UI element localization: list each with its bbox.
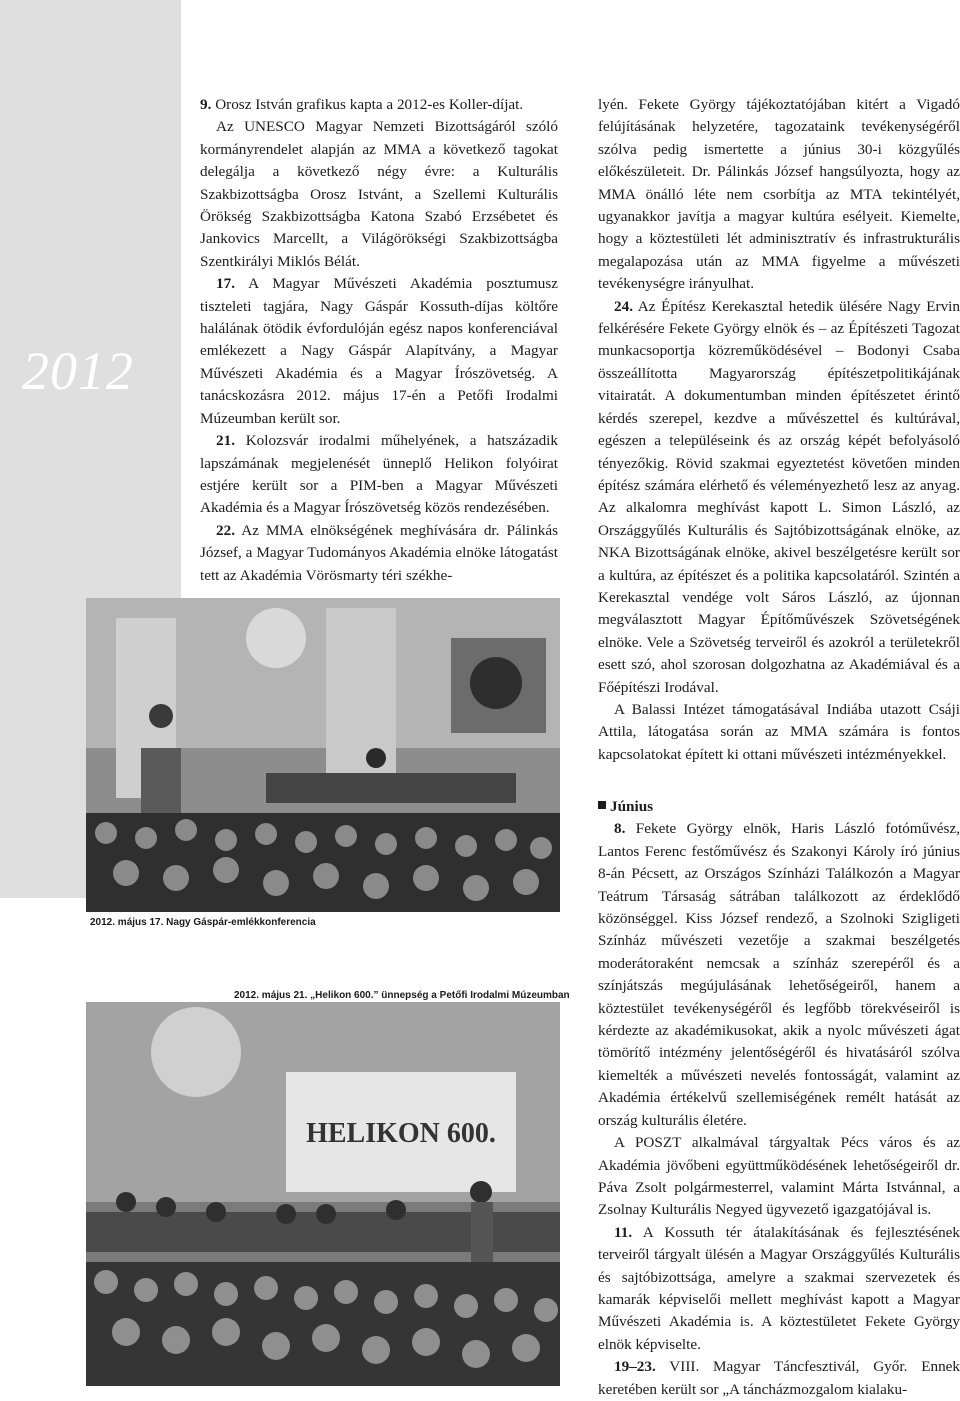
item-number: 9. <box>200 96 212 113</box>
paragraph-text: Kolozsvár irodalmi műhelyének, a hatszázadik lapszámának megjelenését ünneplő Helikon folyóirat estjére került sor a PIM-ben a Magyar Művészeti Akadémia és a Magyar Írószövetség közös rendezésében. <box>200 432 558 517</box>
item-number: 19–23. <box>614 1358 656 1376</box>
paragraph <box>598 1132 960 1222</box>
paragraph-text: A Balassi Intézet támogatásával Indiába utazott Csáji Attila, látogatása során az MMA számára is fontos kapcsolatokat épített ki ottani művészeti intézményekkel. <box>598 700 960 763</box>
paragraph-text: Orosz István grafikus kapta a 2012-es Koller-díjat. <box>211 96 524 113</box>
conference-photo <box>86 598 560 912</box>
paragraph <box>200 94 558 116</box>
paragraph-text: Az Építész Kerekasztal hetedik ülésére Nagy Ervin felkérésére Fekete György elnök és – az Építészeti Tagozat munkacsoportja közreműködésével – Bodonyi Csaba összeállította Magyarország építészetpolitikájának vitairatát. A dokumentumban minden építészetet érintő kérdés szerepel, kezdve a művészettel és kultúrával, egészen a településeink és az ország képét befolyásoló tényezőkig. Rövid szakmai egyeztetést követően minden építész számára elérhető és véleményezhető lesz az anyag. Az alkalomra meghívást kapott L. Simon László, az Országgyűlés Kulturális és Sajtóbizottságának elnöke, az NKA Bizottságának elnöke, akivel beszélgetésre került sor a kultúra, az építészet és a politika kapcsolatáról. Szintén a Kerekasztal vendége volt Sáros László, az újonnan megválasztott Magyar Építőművészek Szövetségének elnöke. Vele a Szövetség terveiről és azokról a területekről esett szó, ahol szorosan dolgozhatna az Akadémiával és a Főépítészi Irodával. <box>598 297 960 696</box>
paragraph <box>598 1222 960 1356</box>
item-number: 8. <box>614 820 626 838</box>
paragraph-text: lyén. Fekete György tájékoztatójában kitért a Vigadó felújításának helyzetére, tagozataink tevékenységéről szólva pedig ismertette a június 30-i közgyűlés előkészületeit. Dr. Pálinkás József hangsúlyozta, hogy az MMA önálló léte nem csorbítja az MTA tekintélyét, ugyanakkor javítja a magyar kultúra esélyeit. Kiemelte, hogy a köztestületi lét adminisztratív és infrastrukturális megalapozása után az MMA figyelme a művészeti tevékenységre irányulhat. <box>598 96 960 293</box>
right-column <box>598 94 960 766</box>
paragraph-text: VIII. Magyar Táncfesztivál, Győr. Ennek keretében került sor „A táncházmozgalom kialaku- <box>598 1358 960 1398</box>
item-number: 22. <box>216 521 235 539</box>
paragraph-text: A Kossuth tér átalakításának és fejlesztésének terveiről tárgyalt ülésén a Magyar Országgyűlés Kulturális és sajtóbizottsága, amelyre a szakmai szervezetek és kamarák képviselői mellett meghívást kapott a Magyar Művészeti Akadémia is. A köztestületet Fekete György elnök képviselte. <box>598 1223 960 1353</box>
paragraph <box>200 273 558 430</box>
paragraph <box>200 520 558 587</box>
projection-screen-text: HELIKON 600. <box>306 1118 496 1149</box>
paragraph <box>598 699 960 766</box>
paragraph-text: Az MMA elnökségének meghívására dr. Pálinkás József, a Magyar Tudományos Akadémia elnöke látogatást tett az Akadémia Vörösmarty téri székhe- <box>200 521 558 584</box>
left-column <box>200 94 558 587</box>
paragraph-text: Az UNESCO Magyar Nemzeti Bizottságáról szóló kormányrendelet alapján az MMA a következő tagokat delegálja a következő négy évre: a Kulturális Szakbizottságba Orosz Istvánt, a Szellemi Kulturális Örökség Szakbizottságba Katona Szabó Erzsébetet és Jankovics Marcellt, a Világörökségi Szakbizottságba Szentkirályi Miklós Bélát. <box>200 118 558 270</box>
paragraph <box>598 94 960 296</box>
paragraph-text: A Magyar Művészeti Akadémia posztumusz tiszteleti tagjára, Nagy Gáspár Kossuth-díjas költőre halálának ötödik évfordulóján egész napos konferenciával emlékezett a Nagy Gáspár Alapítvány, a Magyar Művészeti Akadémia és a Magyar Írószövetség. A tanácskozásra 2012. május 17-én a Petőfi Irodalmi Múzeumban került sor. <box>200 275 558 427</box>
paragraph <box>200 116 558 273</box>
item-number: 24. <box>614 297 633 315</box>
item-number: 17. <box>216 275 235 293</box>
year-label: 2012 <box>22 341 134 401</box>
paragraph <box>598 296 960 699</box>
item-number: 11. <box>614 1223 633 1241</box>
paragraph-text: A POSZT alkalmával tárgyaltak Pécs város és az Akadémia jövőbeni együttműködésének lehetőségeiről dr. Páva Zsolt polgármesterrel, valamint Márta Istvánnal, a Zsolnay Kulturális Negyed ügyvezető igazgatójával is. <box>598 1134 960 1219</box>
paragraph <box>200 430 558 520</box>
helikon-event-photo <box>86 1002 560 1386</box>
paragraph <box>598 1356 960 1401</box>
conference-photo-caption: 2012. május 17. Nagy Gáspár-emlékkonferencia <box>90 917 316 928</box>
june-heading: Június <box>598 796 960 818</box>
paragraph <box>598 818 960 1132</box>
helikon-photo-caption: 2012. május 21. „Helikon 600.” ünnepség a Petőfi Irodalmi Múzeumban <box>234 990 570 1001</box>
item-number: 21. <box>216 432 235 450</box>
june-column <box>598 796 960 1401</box>
square-bullet-icon <box>598 801 606 809</box>
paragraph-text: Fekete György elnök, Haris László fotóművész, Lantos Ferenc festőművész és Szakonyi Károly író június 8-án Pécsett, az Országos Színházi Találkozón a Magyar Teátrum Társaság sátrában találkozott az érdeklődő közönséggel. Kiss József rendező, a Szolnoki Szigligeti Színház művészeti vezetője a szakmai beszélgetés moderátoraként nemcsak a színház szerepéről és a színjátszás megújulásának lehetőségeiről, hanem a köztestület tevékenységéről és legfőbb törekvéseiről is kérdezte az akadémikusokat, akik a nyolc művészeti ágat tömörítő intézmény jelentőségéről és hivatásáról szólva kiemelték a művészeti nevelés fontosságát, valamint az Akadémia értékelvű szellemiségének remélt hatását az ország kulturális életére. <box>598 820 960 1129</box>
